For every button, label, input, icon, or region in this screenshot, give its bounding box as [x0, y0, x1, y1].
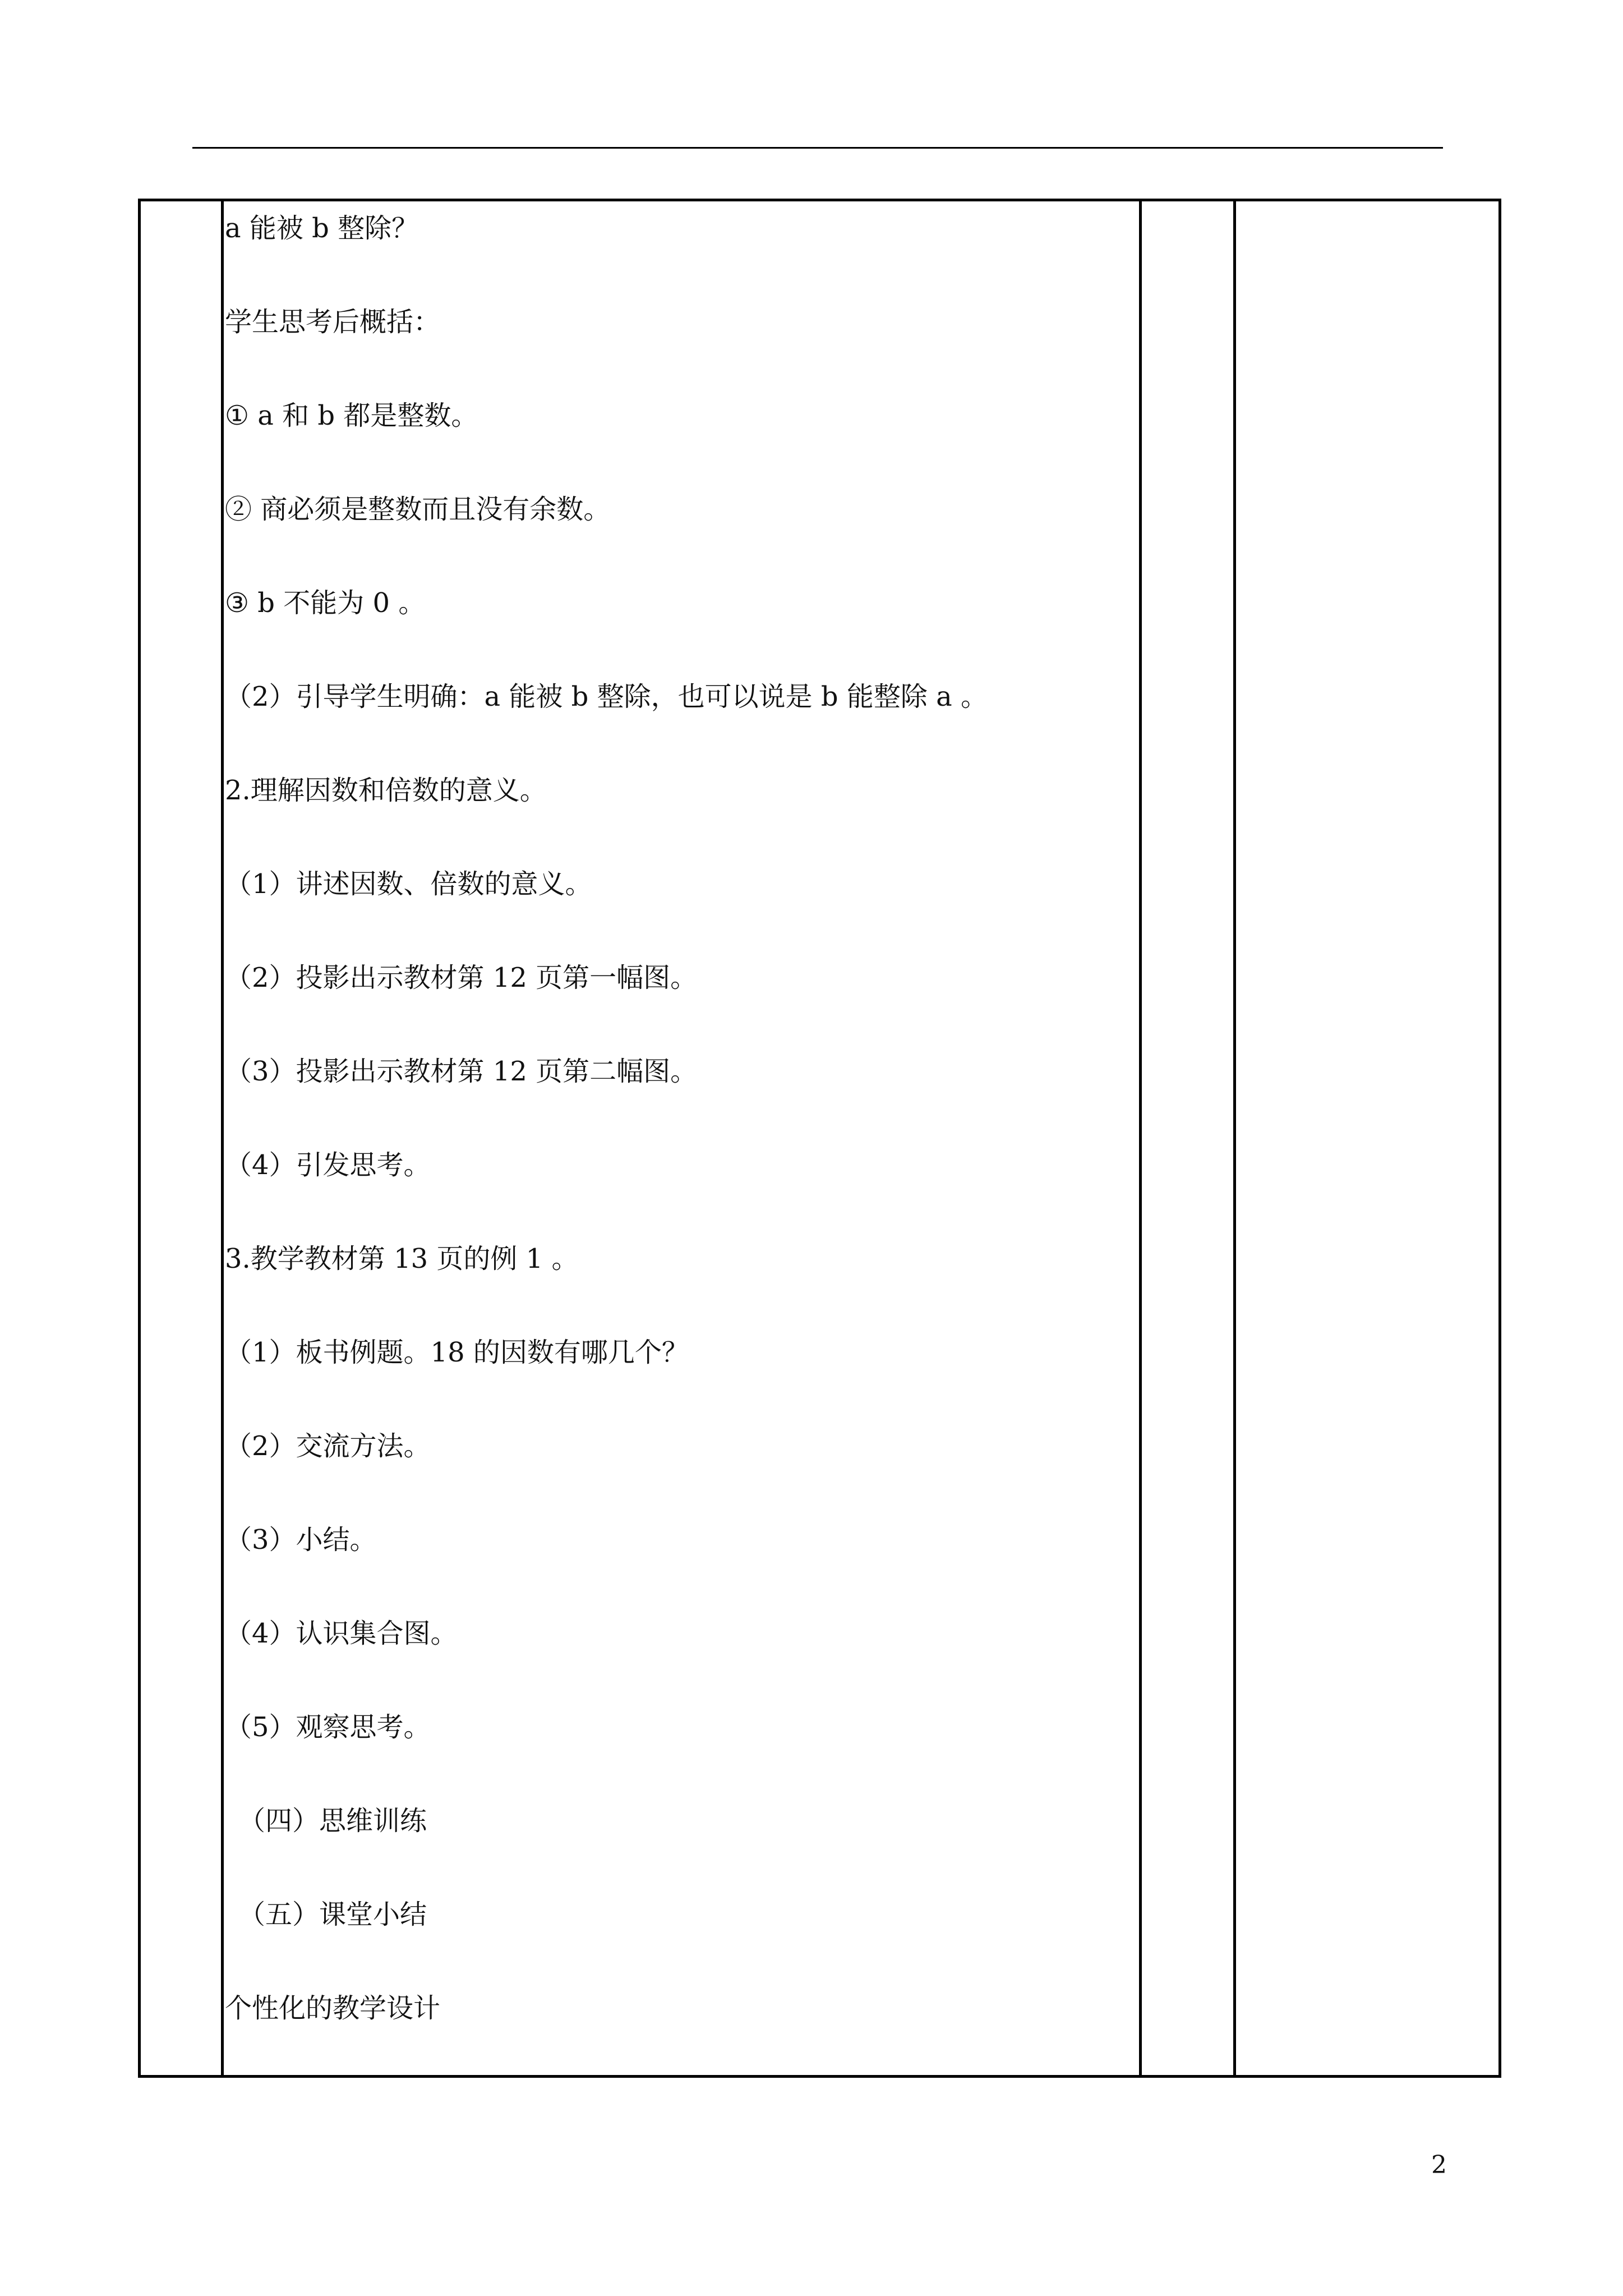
- list-item: （4）引发思考。: [225, 1149, 431, 1181]
- list-item: 学生思考后概括：: [225, 306, 441, 338]
- notes-column-cell: [1235, 200, 1500, 2077]
- list-item: （2）引导学生明确：a 能被 b 整除，也可以说是 b 能整除 a 。: [225, 681, 988, 712]
- left-margin-cell: [140, 200, 223, 2077]
- list-item: （5）观察思考。: [225, 1711, 431, 1743]
- list-item: （四）思维训练: [238, 1805, 427, 1837]
- list-item: 个性化的教学设计: [225, 1993, 441, 2024]
- list-item: （4）认识集合图。: [225, 1618, 458, 1649]
- list-item: a 能被 b 整除？: [225, 213, 419, 244]
- list-item: （3）投影出示教材第 12 页第二幅图。: [225, 1056, 698, 1087]
- table-row: [140, 200, 1500, 2077]
- list-item: ② 商必须是整数而且没有余数。: [225, 494, 611, 525]
- teaching-steps-list: [224, 201, 1139, 2075]
- list-item: （3）小结。: [225, 1524, 377, 1556]
- list-item: （1）讲述因数、倍数的意义。: [225, 868, 592, 900]
- list-item: ③ b 不能为 0 。: [225, 587, 426, 619]
- teaching-process-cell: [223, 200, 1141, 2077]
- header-rule: [192, 147, 1443, 149]
- list-item: （五）课堂小结: [238, 1899, 427, 1930]
- narrow-column-cell: [1141, 200, 1235, 2077]
- list-item: 3.教学教材第 13 页的例 1 。: [225, 1243, 579, 1274]
- list-item: 2.理解因数和倍数的意义。: [225, 775, 547, 806]
- list-item: （2）投影出示教材第 12 页第一幅图。: [225, 962, 698, 993]
- list-item: （2）交流方法。: [225, 1430, 431, 1462]
- list-item: （1）板书例题。18 的因数有哪几个？: [225, 1337, 689, 1368]
- page-number: 2: [1431, 2151, 1447, 2179]
- lesson-plan-table: [138, 199, 1501, 2078]
- list-item: ① a 和 b 都是整数。: [225, 400, 478, 431]
